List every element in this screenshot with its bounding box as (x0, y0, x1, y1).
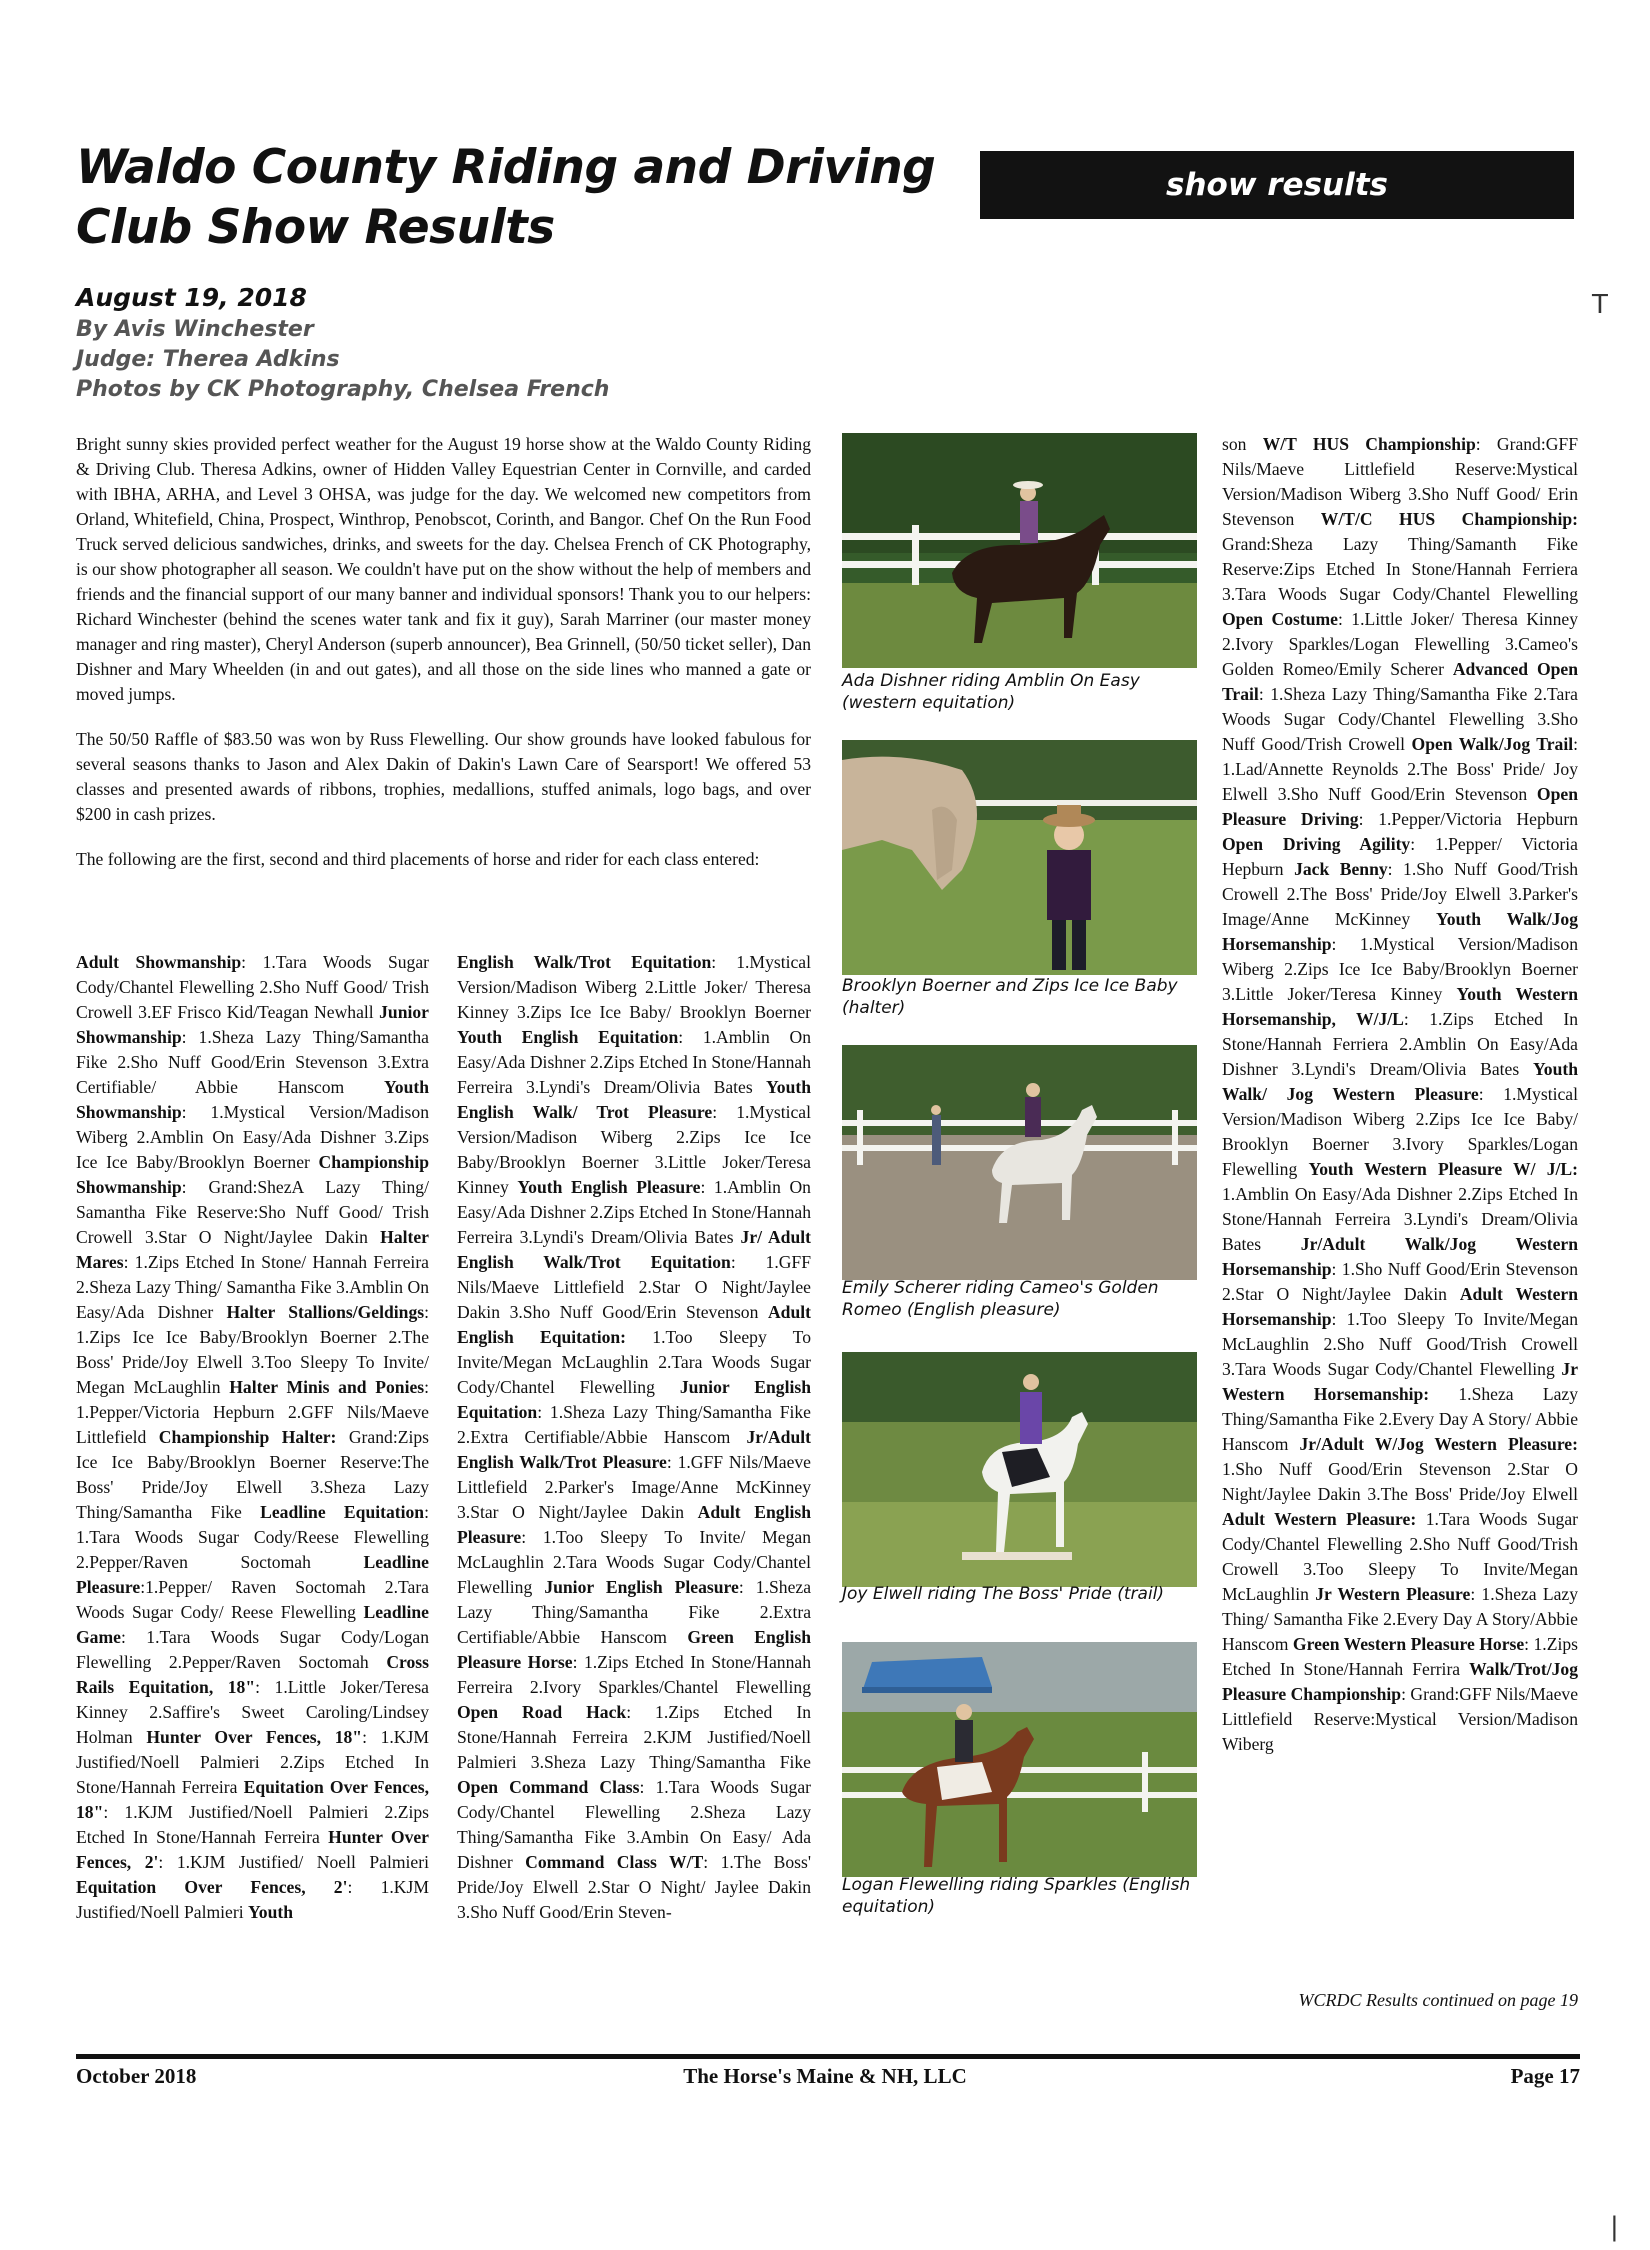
article-date: August 19, 2018 (76, 283, 307, 312)
photo-caption: Emily Scherer riding Cameo's Golden Romeo (English pleasure) (842, 1278, 1159, 1320)
class-name: Jack Benny (1294, 859, 1388, 879)
photo-western-equitation (842, 433, 1197, 668)
placings: : 1.Little Joker/Teresa Kinney 2.Saffire's Sweet Caroling/Lindsey Holman (76, 1677, 429, 1747)
footer-rule (76, 2054, 1580, 2059)
placings: : 1.Tara Woods Sugar Cody/Logan Flewelling 2.Pepper/Raven Soctomah (76, 1627, 429, 1672)
photo-caption: Ada Dishner riding Amblin On Easy (western equitation) (842, 671, 1140, 713)
class-name: Youth (248, 1902, 293, 1922)
class-name: Green Western Pleasure Horse (1292, 1634, 1525, 1654)
placings: 1.Amblin On Easy/Ada Dishner 2.Zips Etched In Stone/Hannah Ferreira 3.Lyndi's Dream/Olivia Bates (1222, 1184, 1578, 1254)
placings: : 1.Too Sleepy To Invite/ Megan McLaughlin 2.Tara Woods Sugar Cody/Chantel Flewelling (457, 1527, 811, 1597)
results-column-1 (76, 950, 429, 1925)
placings: : 1.Sheza Lazy Thing/Samantha Fike 2.Extra Certifiable/Abbie Hanscom (457, 1402, 811, 1447)
class-name: W/T HUS Championship (1262, 434, 1476, 454)
class-name: Open Pleasure Driving (1222, 784, 1578, 829)
class-name: Halter Mares (76, 1227, 429, 1272)
placings: :1.Pepper/ Raven Soctomah 2.Tara Woods Sugar Cody/ Reese Flewelling (76, 1577, 429, 1622)
placings: : 1.Pepper/Victoria Hepburn 2.GFF Nils/Maeve Littlefield (76, 1377, 430, 1447)
placings: 1.Sho Nuff Good/Erin Stevenson 2.Star O Night/Jaylee Dakin 3.The Boss' Pride/Joy Elwell (1222, 1459, 1578, 1504)
class-name: Cross Rails Equitation, 18" (76, 1652, 429, 1697)
class-name: Hunter Over Fences, 2' (76, 1827, 429, 1872)
photo-caption: Logan Flewelling riding Sparkles (English equitation) (842, 1875, 1191, 1917)
class-name: Walk/Trot/Jog Pleasure Championship (1222, 1659, 1578, 1704)
results-column-2 (457, 950, 811, 1925)
article-judge: Judge: Therea Adkins (76, 347, 340, 372)
placings: : 1.Sheza Lazy Thing/Samantha Fike 2.Sho Nuff Good/Erin Stevenson 3.Extra Certifiable/ Abbie Hanscom (76, 1027, 429, 1097)
class-name: Youth Walk/ Jog Western Pleasure (1222, 1059, 1578, 1104)
class-name: Open Driving Agility (1222, 834, 1411, 854)
class-name: Adult Western Pleasure: (1222, 1509, 1417, 1529)
placings: : 1.Too Sleepy To Invite/Megan McLaughlin 2.Sho Nuff Good/Trish Crowell 3.Tara Woods Sugar Cody/Chantel Flewelling (1222, 1309, 1578, 1379)
class-name: Open Command Class (457, 1777, 640, 1797)
placings: : 1.Mystical Version/Madison Wiberg 2.Zips Ice Ice Baby/Brooklyn Boerner 3.Little Joker/Teresa Kinney (1222, 934, 1578, 1004)
placings: : 1.GFF Nils/Maeve Littlefield 2.Parker's Image/Anne McKinney 3.Star O Night/Jaylee Dakin (457, 1452, 811, 1522)
photo-caption: Joy Elwell riding The Boss' Pride (trail) (842, 1584, 1165, 1604)
placings: 1.Sheza Lazy Thing/Samantha Fike 2.Every Day A Story/ Abbie Hanscom (1222, 1384, 1578, 1454)
class-name: Jr/Adult W/Jog Western Pleasure: (1299, 1434, 1578, 1454)
photo-halter (842, 740, 1197, 975)
placings: : 1.Zips Etched In Stone/Hannah Ferreira 2.Ivory Sparkles/Chantel Flewelling (457, 1652, 811, 1697)
photo-caption: Brooklyn Boerner and Zips Ice Ice Baby (halter) (842, 976, 1178, 1018)
footer-date: October 2018 (76, 2064, 197, 2088)
placings: : 1.The Boss' Pride/Joy Elwell 2.Star O Night/ Jaylee Dakin 3.Sho Nuff Good/Erin Steven- (457, 1852, 811, 1922)
class-name: Jr/Adult Walk/Jog Western Horsemanship (1222, 1234, 1578, 1279)
class-name: Youth Walk/Jog Horsemanship (1222, 909, 1578, 954)
placings: : 1.Zips Etched In Stone/Hannah Ferrira (1222, 1634, 1578, 1679)
class-name: Command Class W/T (525, 1852, 704, 1872)
placings: : 1.Mystical Version/Madison Wiberg 2.Little Joker/ Theresa Kinney 3.Zips Ice Ice Baby/ Brooklyn Boerner (457, 952, 811, 1022)
class-name: Equitation Over Fences, 2' (76, 1877, 348, 1897)
photo-english-pleasure (842, 1045, 1197, 1280)
placings: : 1.Sheza Lazy Thing/Samantha Fike 2.Extra Certifiable/Abbie Hanscom (457, 1577, 811, 1647)
class-name: Youth Western Horsemanship, W/J/L (1222, 984, 1578, 1029)
article-byline: By Avis Winchester (76, 317, 314, 342)
placings: : 1.Mystical Version/Madison Wiberg 2.Zips Ice Ice Baby/Brooklyn Boerner 3.Little Joker/Teresa Kinney (457, 1102, 812, 1197)
class-name: Jr Western Pleasure (1315, 1584, 1471, 1604)
placings: : 1.Zips Etched In Stone/ Hannah Ferreira 2.Sheza Lazy Thing/ Samantha Fike 3.Amblin On Easy/Ada Dishner (76, 1252, 429, 1322)
class-name: Open Walk/Jog Trail (1411, 734, 1574, 754)
placings: Grand:Zips Ice Ice Baby/Brooklyn Boerner Reserve:The Boss' Pride/Joy Elwell 3.Sheza Lazy Thing/Samantha Fike (76, 1427, 429, 1522)
placings: : 1.GFF Nils/Maeve Littlefield 2.Star O Night/Jaylee Dakin 3.Sho Nuff Good/Erin Stevenson (457, 1252, 812, 1322)
placings: : 1.KJM Justified/Noell Palmieri (76, 1877, 429, 1922)
class-name: Jr/ Adult English Walk/Trot Equitation (457, 1227, 811, 1272)
placings: : 1.Tara Woods Sugar Cody/Chantel Flewelling 2.Sheza Lazy Thing/Samantha Fike 3.Ambin On Easy/ Ada Dishner (457, 1777, 811, 1872)
class-name: W/T/C HUS Championship: (1320, 509, 1578, 529)
placings: : 1.KJM Justified/ Noell Palmieri (158, 1852, 429, 1872)
intro-text (76, 432, 811, 892)
class-name: Equitation Over Fences, 18" (76, 1777, 429, 1822)
placings: : Grand:GFF Nils/Maeve Littlefield Reserve:Mystical Version/Madison Wiberg (1222, 1684, 1579, 1754)
class-name: Junior English Pleasure (544, 1577, 739, 1597)
photo-english-equitation (842, 1642, 1197, 1877)
class-name: Leadline Equitation (260, 1502, 425, 1522)
placings: : 1.KJM Justified/Noell Palmieri 2.Zips Etched In Stone/Hannah Ferreira (76, 1727, 429, 1797)
class-name: Youth Showmanship (76, 1077, 429, 1122)
placings: : 1.Tara Woods Sugar Cody/Chantel Flewelling 2.Sho Nuff Good/ Trish Crowell 3.EF Frisco Kid/Teagan Newhall (76, 952, 429, 1022)
placings: : Grand:GFF Nils/Maeve Littlefield Reserve:Mystical Version/Madison Wiberg 3.Sho Nuff Good/ Erin Stevenson (1222, 434, 1579, 529)
placings: son (1222, 434, 1263, 454)
placings: 1.Too Sleepy To Invite/Megan McLaughlin 2.Tara Woods Sugar Cody/Chantel Flewelling (457, 1327, 811, 1397)
class-name: Championship Halter: (158, 1427, 337, 1447)
class-name: Adult Western Horsemanship (1222, 1284, 1578, 1329)
class-name: Championship Showmanship (76, 1152, 429, 1197)
class-name: Adult Showmanship (76, 952, 242, 972)
class-name: English Walk/Trot Equitation (457, 952, 712, 972)
placings: : Grand:ShezA Lazy Thing/ Samantha Fike Reserve:Sho Nuff Good/ Trish Crowell 3.Star O Night/Jaylee Dakin (76, 1177, 429, 1247)
placings: : 1.KJM Justified/Noell Palmieri 2.Zips Etched In Stone/Hannah Ferreira (76, 1802, 429, 1847)
class-name: Youth English Walk/ Trot Pleasure (457, 1077, 811, 1122)
class-name: Jr/Adult English Walk/Trot Pleasure (457, 1427, 811, 1472)
photo-trail (842, 1352, 1197, 1587)
placings: : 1.Amblin On Easy/Ada Dishner 2.Zips Etched In Stone/Hannah Ferreira 3.Lyndi's Dream/Olivia Bates (457, 1027, 811, 1097)
class-name: Open Road Hack (457, 1702, 627, 1722)
placings: : 1.Sheza Lazy Thing/Samantha Fike 2.Tara Woods Sugar Cody/Chantel Flewelling 3.Sho Nuff Good/Trish Crowell (1222, 684, 1578, 754)
intro-paragraph: The 50/50 Raffle of $83.50 was won by Russ Flewelling. Our show grounds have looked fabulous for several seasons thanks to Jason and Alex Dakin of Dakin's Lawn Care of Searsport! We offered 53 classes and presented awards of ribbons, trophies, medallions, stuffed animals, logo bags, and over $200 in cash prizes. (76, 729, 811, 824)
crop-mark-top: T (1592, 290, 1608, 320)
continued-note: WCRDC Results continued on page 19 (1298, 1990, 1578, 2010)
photo-credit: Photos by CK Photography, Chelsea French (76, 377, 610, 402)
class-name: Halter Minis and Ponies (229, 1377, 425, 1397)
intro-paragraph: The following are the first, second and third placements of horse and rider for each class entered: (76, 849, 760, 869)
placings: : 1.Sho Nuff Good/Trish Crowell 2.The Boss' Pride/Joy Elwell 3.Parker's Image/Anne McKinney (1222, 859, 1578, 929)
section-tag: show results (980, 151, 1574, 219)
class-name: Youth English Equitation (457, 1027, 679, 1047)
class-name: Green English Pleasure Horse (457, 1627, 812, 1672)
footer-publication: The Horse's Maine & NH, LLC (683, 2064, 967, 2088)
class-name: Open Costume (1222, 609, 1338, 629)
class-name: Junior English Equitation (457, 1377, 811, 1422)
placings: : 1.Mystical Version/Madison Wiberg 2.Zips Ice Ice Baby/ Brooklyn Boerner 3.Ivory Sparkles/Logan Flewelling (1222, 1084, 1578, 1179)
article-meta (76, 283, 609, 405)
class-name: Junior Showmanship (76, 1002, 429, 1047)
class-name: Adult English Equitation: (457, 1302, 811, 1347)
crop-mark-bottom: | (1610, 2212, 1619, 2242)
placings: : 1.Lad/Annette Reynolds 2.The Boss' Pride/ Joy Elwell 3.Sho Nuff Good/Erin Stevenson (1222, 734, 1578, 804)
class-name: Jr Western Horsemanship: (1222, 1359, 1578, 1404)
class-name: Leadline Game (76, 1602, 429, 1647)
placings: : 1.Amblin On Easy/Ada Dishner 2.Zips Etched In Stone/Hannah Ferreira 3.Lyndi's Dream/Olivia Bates (457, 1177, 811, 1247)
class-name: Advanced Open Trail (1222, 659, 1579, 704)
class-name: Halter Stallions/Geldings (226, 1302, 425, 1322)
placings: Grand:Sheza Lazy Thing/Samanth Fike Reserve:Zips Etched In Stone/Hannah Ferriera 3.Tara Woods Sugar Cody/Chantel Flewelling (1222, 534, 1578, 604)
intro-paragraph: Bright sunny skies provided perfect weather for the August 19 horse show at the Waldo County Riding & Driving Club. Theresa Adkins, owner of Hidden Valley Equestrian Center in Cornville, and carded with IBHA, ARHA, and Level 3 OHSA, was judge for the day. We welcomed new competitors from Orland, Whitefield, China, Prospect, Winthrop, Penobscot, Corinth, and Bangor. Chef On the Run Food Truck served delicious sandwiches, drinks, and sweets for the day. Chelsea French of CK Photography, is our show photographer all season. We couldn't have put on the show without the help of members and friends and the financial support of our many banner and individual sponsors! Thank you to our helpers: Richard Winchester (behind the scenes water tank and fix it guy), Sarah Marriner (our master money manager and ring master), Cheryl Anderson (superb announcer), Bea Grinnell, (50/50 ticket seller), Dan Dishner and Mary Wheelden (in and out gates), and all those on the side lines who manned a gate or moved jumps. (76, 434, 811, 704)
placings: : 1.Zips Ice Ice Baby/Brooklyn Boerner 2.The Boss' Pride/Joy Elwell 3.Too Sleepy To Invite/ Megan McLaughlin (76, 1302, 429, 1397)
placings: : 1.Mystical Version/Madison Wiberg 2.Amblin On Easy/Ada Dishner 3.Zips Ice Ice Baby/Brooklyn Boerner (76, 1102, 429, 1172)
class-name: Leadline Pleasure (76, 1552, 429, 1597)
placings: : 1.Sho Nuff Good/Erin Stevenson 2.Star O Night/Jaylee Dakin (1222, 1259, 1578, 1304)
class-name: Adult English Pleasure (457, 1502, 811, 1547)
placings: : 1.Tara Woods Sugar Cody/Reese Flewelling 2.Pepper/Raven Soctomah (76, 1502, 429, 1572)
placings: 1.Tara Woods Sugar Cody/Chantel Flewelling 2.Sho Nuff Good/Trish Crowell 3.Too Sleepy To Invite/Megan McLaughlin (1222, 1509, 1578, 1604)
article-title: Waldo County Riding and Driving Club Show Results (76, 140, 936, 255)
placings: : 1.Little Joker/ Theresa Kinney 2.Ivory Sparkles/Logan Flewelling 3.Cameo's Golden Romeo/Emily Scherer (1222, 609, 1578, 679)
placings: : 1.Zips Etched In Stone/Hannah Ferriera 2.Amblin On Easy/Ada Dishner 3.Lyndi's Dream/Olivia Bates (1222, 1009, 1578, 1079)
placings: : 1.Pepper/ Victoria Hepburn (1222, 834, 1578, 879)
footer-page-number: Page 17 (1510, 2064, 1580, 2088)
class-name: Youth Western Pleasure W/ J/L: (1308, 1159, 1578, 1179)
class-name: Hunter Over Fences, 18" (146, 1727, 363, 1747)
results-column-3 (1222, 432, 1578, 1757)
placings: : 1.Sheza Lazy Thing/ Samantha Fike 2.Every Day A Story/Abbie Hanscom (1222, 1584, 1578, 1654)
placings: : 1.Zips Etched In Stone/Hannah Ferreira 2.KJM Justified/Noell Palmieri 3.Sheza Lazy Thing/Samantha Fike (457, 1702, 811, 1772)
placings: : 1.Pepper/Victoria Hepburn (1358, 809, 1578, 829)
class-name: Youth English Pleasure (517, 1177, 701, 1197)
